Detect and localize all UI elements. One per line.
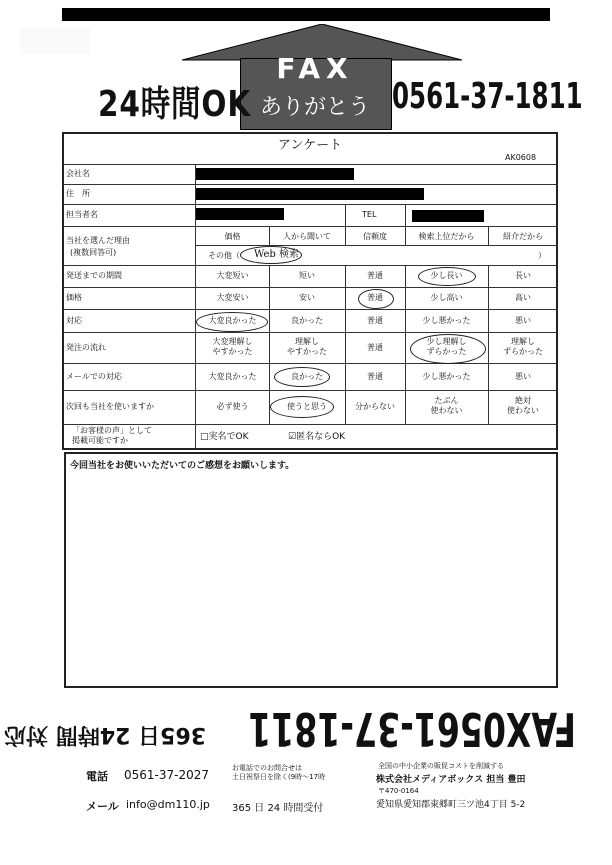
rating-option[interactable]: 普通: [367, 316, 383, 325]
rating-option[interactable]: 普通: [367, 343, 383, 352]
mail-address[interactable]: info@dm110.jp: [126, 798, 210, 811]
postal-code: 〒470-0164: [378, 787, 419, 795]
mail-note: 365 日 24 時間受付: [232, 803, 324, 814]
row-label: 対応: [66, 316, 82, 325]
rating-option[interactable]: 普通: [367, 293, 383, 302]
survey-title: アンケート: [277, 138, 343, 153]
survey-code: AK0608: [505, 153, 537, 162]
rating-option[interactable]: 悪い: [515, 372, 531, 381]
voice-option-anonymous[interactable]: ☑匿名ならOK: [288, 432, 346, 442]
row-label: 発送までの期間: [66, 271, 122, 280]
rating-option[interactable]: たぶん 使わない: [430, 396, 463, 415]
rating-option[interactable]: 少し悪かった: [422, 372, 471, 381]
address-value-redacted: [196, 188, 424, 200]
reason-option[interactable]: 検索上位だから: [418, 232, 475, 241]
reason-option[interactable]: 紹介だから: [503, 232, 543, 241]
reason-label: 当社を選んだ理由: [66, 236, 130, 245]
comment-box[interactable]: [64, 452, 558, 688]
rating-option[interactable]: 大変理解し やすかった: [212, 337, 253, 356]
rating-option[interactable]: 少し長い: [430, 271, 463, 280]
rating-option[interactable]: 理解し ずらかった: [503, 337, 543, 356]
voice-label: 「お客様の声」として 掲載可能ですか: [72, 426, 152, 445]
mail-label: メール: [86, 800, 119, 813]
rating-option[interactable]: 良かった: [291, 372, 323, 381]
fax-number: 0561-37-1811: [392, 76, 583, 117]
rating-option[interactable]: 少し理解し ずらかった: [426, 337, 467, 356]
rating-option[interactable]: 大変短い: [216, 271, 249, 280]
row-label: メールでの対応: [66, 372, 122, 381]
selection-circle: [274, 367, 330, 387]
rating-option[interactable]: 絶対 使わない: [507, 396, 539, 415]
inverted-fax-hours: 365日 24時間 対応: [4, 722, 206, 747]
rating-option[interactable]: 必ず使う: [216, 402, 249, 411]
row-label: 次回も当社を使いますか: [66, 402, 154, 411]
selection-circle: [196, 312, 268, 332]
company-tagline: 全国の中小企業の販促コストを削減する: [378, 762, 504, 770]
company-name: 株式会社メディアボックス 担当 豊田: [376, 775, 526, 785]
tel-label: TEL: [362, 210, 377, 219]
voice-option-real-name[interactable]: □実名でOK: [200, 432, 249, 442]
selection-circle: [410, 334, 486, 364]
phone-label: 電話: [86, 770, 108, 783]
hours-badge: 24時間OK: [98, 84, 252, 125]
person-label: 担当者名: [66, 210, 98, 219]
row-label: 価格: [66, 293, 82, 302]
inverted-fax-number: FAX0561-37-1811: [248, 702, 576, 756]
rating-option[interactable]: 使うと思う: [287, 402, 327, 411]
top-redaction-bar: [62, 8, 550, 21]
person-value-redacted: [196, 208, 284, 220]
selection-circle: [358, 289, 394, 309]
reason-sub: (複数回答可): [70, 248, 117, 257]
phone-note: お電話でのお問合せは 土日祝祭日を除く(9時〜17時: [232, 764, 326, 781]
reason-option[interactable]: 人から聞いて: [283, 232, 331, 241]
phone-number[interactable]: 0561-37-2027: [124, 768, 210, 782]
fax-title: FAX: [276, 52, 354, 85]
tel-value-redacted: [412, 210, 484, 222]
handwritten-circle: [240, 246, 302, 264]
reason-option[interactable]: 信頼度: [363, 232, 387, 241]
rating-option[interactable]: 長い: [515, 271, 531, 280]
reason-other-handwritten: Web 検索: [254, 249, 299, 260]
rating-option[interactable]: 普通: [367, 372, 383, 381]
reason-other-label: その他（: [208, 251, 240, 260]
corner-patch: [20, 28, 90, 54]
rating-option[interactable]: 安い: [299, 293, 315, 302]
rating-option[interactable]: 短い: [299, 271, 315, 280]
rating-option[interactable]: 高い: [515, 293, 531, 302]
row-label: 発注の流れ: [66, 343, 106, 352]
inverted-fax-banner: [4, 694, 576, 756]
rating-option[interactable]: 大変良かった: [208, 316, 257, 325]
address-label: 住 所: [66, 189, 90, 198]
rating-option[interactable]: 少し悪かった: [422, 316, 471, 325]
reason-option[interactable]: 価格: [224, 232, 241, 241]
thanks-text: ありがとう: [259, 95, 370, 120]
company-address: 愛知県愛知郡東郷町三ツ池4丁目 5-2: [376, 800, 526, 810]
reason-other-close: ）: [538, 251, 546, 260]
rating-option[interactable]: 理解し やすかった: [287, 337, 327, 356]
rating-option[interactable]: 悪い: [515, 316, 531, 325]
rating-option[interactable]: 普通: [367, 271, 383, 280]
rating-option[interactable]: 分からない: [355, 402, 395, 411]
comment-label: 今回当社をお使いいただいてのご感想をお願いします。: [70, 461, 295, 471]
company-label: 会社名: [66, 169, 90, 178]
selection-circle: [418, 267, 476, 286]
rating-option[interactable]: 良かった: [291, 316, 323, 325]
selection-circle: [270, 396, 334, 418]
rating-option[interactable]: 大変安い: [216, 293, 249, 302]
rating-option[interactable]: 少し高い: [430, 293, 463, 302]
company-value-redacted: [196, 168, 354, 180]
rating-option[interactable]: 大変良かった: [208, 372, 257, 381]
